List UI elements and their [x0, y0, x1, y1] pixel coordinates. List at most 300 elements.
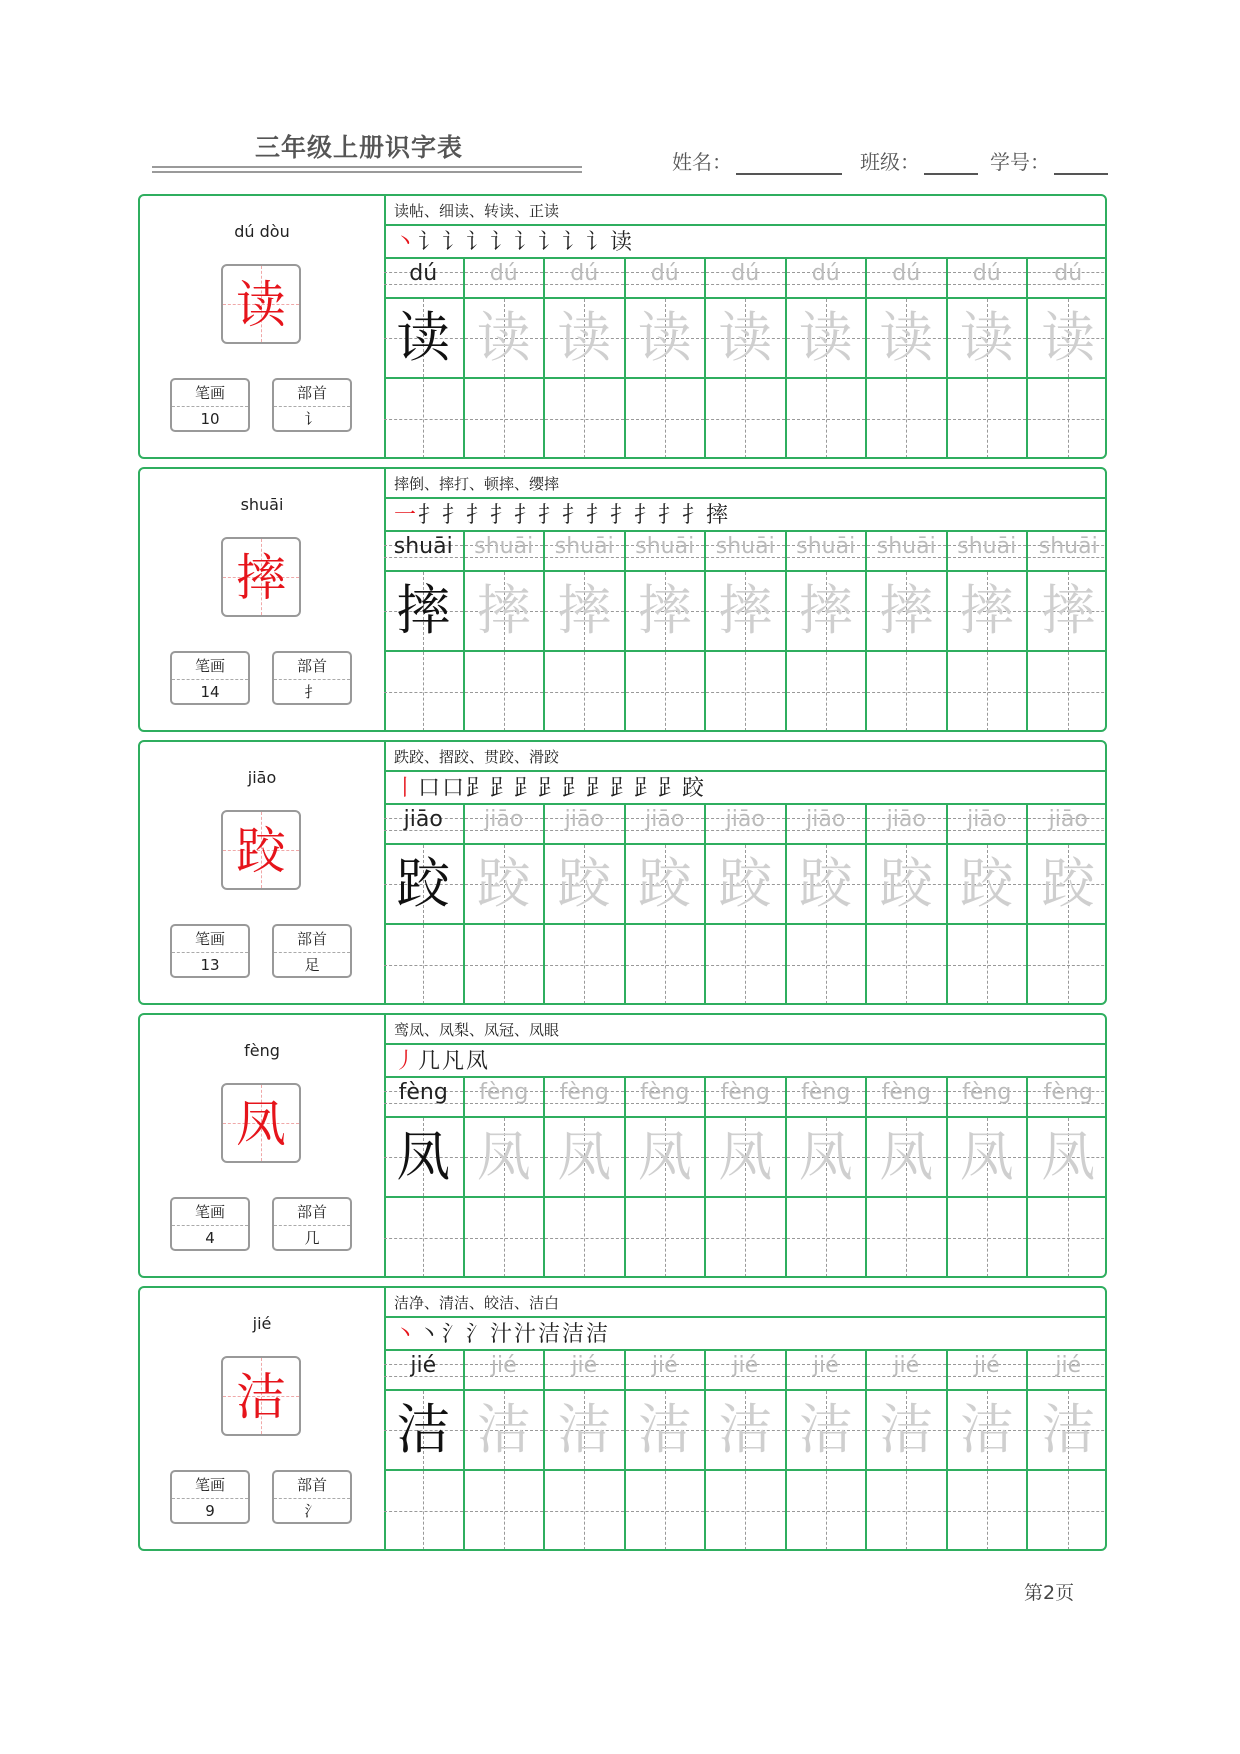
- pinyin-practice-cell[interactable]: [465, 259, 546, 299]
- example-words: 读帖、细读、转读、正读: [384, 196, 1105, 226]
- pinyin-trace: fèng: [479, 1080, 529, 1105]
- entry-info-column: [140, 1015, 386, 1276]
- character-trace: 摔: [1041, 579, 1096, 642]
- character-practice-cell[interactable]: [545, 572, 626, 652]
- stroke-count-value: 10: [200, 410, 220, 428]
- character-trace: 摔: [959, 579, 1014, 642]
- blank-practice-cell[interactable]: [545, 379, 626, 458]
- character-practice-cell[interactable]: [787, 1391, 868, 1471]
- radical-box: [272, 651, 352, 705]
- pinyin-practice-cell[interactable]: [465, 1078, 546, 1118]
- blank-practice-cell[interactable]: [787, 1471, 868, 1550]
- radical-box: [272, 1470, 352, 1524]
- stroke-order-first: 丨: [394, 776, 419, 801]
- pinyin-practice-cell[interactable]: [948, 1078, 1029, 1118]
- pinyin-trace: dú: [409, 261, 438, 286]
- stroke-count-label: 笔画: [172, 1199, 248, 1226]
- entry-pinyin: shuāi: [240, 495, 284, 514]
- character-practice-cell[interactable]: [706, 572, 787, 652]
- pinyin-trace: jiāo: [1048, 807, 1088, 832]
- blank-practice-cell[interactable]: [706, 1198, 787, 1277]
- character-trace: 读: [1041, 306, 1096, 369]
- stroke-order: [384, 1045, 1105, 1078]
- pinyin-practice-cell[interactable]: [867, 805, 948, 845]
- pinyin-practice-cell[interactable]: [1028, 1078, 1107, 1118]
- example-words: 洁净、清洁、皎洁、洁白: [384, 1288, 1105, 1318]
- blank-practice-cell[interactable]: [465, 652, 546, 731]
- blank-practice-cell[interactable]: [626, 652, 707, 731]
- pinyin-trace: fèng: [1043, 1080, 1093, 1105]
- pinyin-trace: shuāi: [474, 534, 534, 559]
- pinyin-practice-cell[interactable]: [626, 1351, 707, 1391]
- pinyin-trace: fèng: [640, 1080, 690, 1105]
- student-id-blank[interactable]: [1054, 153, 1108, 175]
- pinyin-practice-cell[interactable]: [465, 532, 546, 572]
- stroke-count-value: 4: [205, 1229, 215, 1247]
- character-practice-cell[interactable]: [384, 572, 465, 652]
- entry-character: 读: [236, 276, 286, 334]
- pinyin-practice-cell[interactable]: [1028, 805, 1107, 845]
- blank-practice-cell[interactable]: [706, 925, 787, 1004]
- pinyin-practice-cell[interactable]: [787, 532, 868, 572]
- character-trace: 跤: [396, 852, 451, 915]
- blank-practice-cell[interactable]: [545, 652, 626, 731]
- blank-practice-cell[interactable]: [1028, 925, 1107, 1004]
- pinyin-practice-cell[interactable]: [465, 1351, 546, 1391]
- character-trace: 凤: [718, 1125, 773, 1188]
- character-trace: 洁: [476, 1398, 531, 1461]
- stroke-order-first: 丶: [394, 1322, 419, 1347]
- character-practice-cell[interactable]: [948, 572, 1029, 652]
- blank-practice-cell[interactable]: [787, 1198, 868, 1277]
- page-number: 第2页: [1024, 1582, 1075, 1604]
- character-practice-cell[interactable]: [384, 1391, 465, 1471]
- character-practice-cell[interactable]: [545, 845, 626, 925]
- pinyin-practice-cell[interactable]: [948, 1351, 1029, 1391]
- blank-practice-cell[interactable]: [626, 379, 707, 458]
- pinyin-trace: jié: [1055, 1353, 1082, 1378]
- pinyin-practice-cell[interactable]: [545, 805, 626, 845]
- character-practice-cell[interactable]: [545, 299, 626, 379]
- character-practice-cell[interactable]: [867, 1391, 948, 1471]
- entry-card: [138, 1286, 1107, 1551]
- pinyin-trace: jié: [732, 1353, 759, 1378]
- entry-character-box: [221, 1356, 301, 1436]
- radical-label: 部首: [274, 1199, 350, 1226]
- practice-grid: [384, 532, 1105, 730]
- pinyin-trace: jiāo: [564, 807, 604, 832]
- character-practice-cell[interactable]: [465, 845, 546, 925]
- page-title: 三年级上册识字表: [255, 133, 464, 162]
- entry-practice-column: [384, 1015, 1105, 1276]
- entry-practice-column: [384, 196, 1105, 457]
- character-practice-cell[interactable]: [706, 299, 787, 379]
- stroke-count-value: 14: [200, 683, 220, 701]
- pinyin-trace: jié: [490, 1353, 517, 1378]
- pinyin-trace: jié: [571, 1353, 598, 1378]
- pinyin-trace: shuāi: [393, 534, 453, 559]
- blank-practice-cell[interactable]: [545, 1198, 626, 1277]
- character-trace: 读: [476, 306, 531, 369]
- pinyin-trace: jié: [973, 1353, 1000, 1378]
- pinyin-trace: dú: [892, 261, 921, 286]
- blank-practice-cell[interactable]: [384, 379, 465, 458]
- character-practice-cell[interactable]: [545, 1118, 626, 1198]
- pinyin-trace: jiāo: [967, 807, 1007, 832]
- pinyin-practice-cell[interactable]: [706, 259, 787, 299]
- entry-info-column: [140, 469, 386, 730]
- stroke-order: [384, 1318, 1105, 1351]
- character-trace: 洁: [718, 1398, 773, 1461]
- class-field[interactable]: [860, 146, 978, 175]
- pinyin-trace: jiāo: [403, 807, 443, 832]
- stroke-order: [384, 499, 1105, 532]
- entry-pinyin: jié: [252, 1314, 272, 1333]
- blank-practice-cell[interactable]: [384, 652, 465, 731]
- pinyin-practice-cell[interactable]: [465, 805, 546, 845]
- pinyin-practice-cell[interactable]: [626, 1078, 707, 1118]
- practice-grid: [384, 259, 1105, 457]
- character-trace: 摔: [396, 579, 451, 642]
- character-practice-cell[interactable]: [626, 845, 707, 925]
- entry-pinyin: fèng: [244, 1041, 280, 1060]
- pinyin-trace: jiāo: [484, 807, 524, 832]
- class-label: 班级：: [860, 150, 920, 174]
- stroke-count-box: [170, 1470, 250, 1524]
- pinyin-trace: fèng: [398, 1080, 448, 1105]
- stroke-count-value: 9: [205, 1502, 215, 1520]
- entry-card: [138, 1013, 1107, 1278]
- blank-practice-cell[interactable]: [867, 652, 948, 731]
- pinyin-practice-cell[interactable]: [1028, 1351, 1107, 1391]
- character-practice-cell[interactable]: [706, 1391, 787, 1471]
- character-trace: 摔: [637, 579, 692, 642]
- character-trace: 洁: [959, 1398, 1014, 1461]
- blank-practice-cell[interactable]: [787, 652, 868, 731]
- stroke-order-first: 丿: [394, 1049, 419, 1074]
- entry-character: 凤: [236, 1095, 286, 1153]
- character-practice-cell[interactable]: [465, 572, 546, 652]
- character-trace: 读: [959, 306, 1014, 369]
- pinyin-practice-cell[interactable]: [787, 805, 868, 845]
- stroke-order: [384, 226, 1105, 259]
- blank-practice-cell[interactable]: [948, 379, 1029, 458]
- character-trace: 读: [637, 306, 692, 369]
- pinyin-practice-cell[interactable]: [545, 1351, 626, 1391]
- pinyin-trace: jié: [812, 1353, 839, 1378]
- practice-grid: [384, 1351, 1105, 1549]
- character-practice-cell[interactable]: [1028, 299, 1107, 379]
- pinyin-trace: dú: [570, 261, 599, 286]
- pinyin-trace: dú: [489, 261, 518, 286]
- pinyin-practice-cell[interactable]: [1028, 532, 1107, 572]
- pinyin-practice-cell[interactable]: [867, 1078, 948, 1118]
- character-trace: 凤: [637, 1125, 692, 1188]
- character-practice-cell[interactable]: [787, 1118, 868, 1198]
- character-practice-cell[interactable]: [867, 845, 948, 925]
- entry-practice-column: [384, 1288, 1105, 1549]
- character-practice-cell[interactable]: [948, 299, 1029, 379]
- entry-practice-column: [384, 742, 1105, 1003]
- blank-practice-cell[interactable]: [1028, 652, 1107, 731]
- pinyin-practice-cell[interactable]: [867, 1351, 948, 1391]
- entry-practice-column: [384, 469, 1105, 730]
- pinyin-practice-cell[interactable]: [384, 259, 465, 299]
- pinyin-practice-cell[interactable]: [706, 805, 787, 845]
- radical-box: [272, 378, 352, 432]
- character-trace: 读: [879, 306, 934, 369]
- character-trace: 摔: [476, 579, 531, 642]
- pinyin-trace: fèng: [801, 1080, 851, 1105]
- pinyin-trace: jiāo: [806, 807, 846, 832]
- character-trace: 凤: [798, 1125, 853, 1188]
- blank-practice-cell[interactable]: [384, 1198, 465, 1277]
- entry-card: [138, 467, 1107, 732]
- pinyin-trace: shuāi: [876, 534, 936, 559]
- example-words: 摔倒、摔打、顿摔、缨摔: [384, 469, 1105, 499]
- radical-value: 几: [304, 1229, 320, 1247]
- stroke-order-rest: 几凡凤: [418, 1049, 491, 1074]
- pinyin-trace: dú: [1054, 261, 1083, 286]
- radical-label: 部首: [274, 653, 350, 680]
- character-trace: 洁: [798, 1398, 853, 1461]
- title-underline-second: [152, 171, 582, 173]
- blank-practice-cell[interactable]: [545, 1471, 626, 1550]
- blank-practice-cell[interactable]: [384, 925, 465, 1004]
- stroke-order: [384, 772, 1105, 805]
- character-trace: 跤: [718, 852, 773, 915]
- entry-info-column: [140, 1288, 386, 1549]
- character-practice-cell[interactable]: [787, 299, 868, 379]
- stroke-count-label: 笔画: [172, 653, 248, 680]
- student-id-label: 学号：: [990, 150, 1050, 174]
- pinyin-practice-cell[interactable]: [948, 532, 1029, 572]
- character-trace: 凤: [879, 1125, 934, 1188]
- character-practice-cell[interactable]: [706, 845, 787, 925]
- pinyin-practice-cell[interactable]: [867, 259, 948, 299]
- pinyin-trace: jiāo: [886, 807, 926, 832]
- blank-practice-cell[interactable]: [948, 1471, 1029, 1550]
- character-trace: 凤: [1041, 1125, 1096, 1188]
- blank-practice-cell[interactable]: [867, 379, 948, 458]
- pinyin-practice-cell[interactable]: [384, 1351, 465, 1391]
- radical-label: 部首: [274, 926, 350, 953]
- blank-practice-cell[interactable]: [465, 379, 546, 458]
- character-practice-cell[interactable]: [948, 845, 1029, 925]
- stroke-count-box: [170, 1197, 250, 1251]
- pinyin-practice-cell[interactable]: [787, 1078, 868, 1118]
- stroke-order-rest: 扌扌扌扌扌扌扌扌扌扌扌扌摔: [418, 503, 731, 528]
- blank-practice-cell[interactable]: [867, 1198, 948, 1277]
- pinyin-practice-cell[interactable]: [867, 532, 948, 572]
- character-practice-cell[interactable]: [706, 1118, 787, 1198]
- character-practice-cell[interactable]: [1028, 1118, 1107, 1198]
- stroke-count-label: 笔画: [172, 1472, 248, 1499]
- character-trace: 洁: [557, 1398, 612, 1461]
- character-trace: 跤: [557, 852, 612, 915]
- blank-practice-cell[interactable]: [626, 1198, 707, 1277]
- character-practice-cell[interactable]: [867, 572, 948, 652]
- pinyin-practice-cell[interactable]: [948, 805, 1029, 845]
- entry-character: 摔: [236, 549, 286, 607]
- pinyin-practice-cell[interactable]: [787, 1351, 868, 1391]
- blank-practice-cell[interactable]: [545, 925, 626, 1004]
- entry-card: [138, 194, 1107, 459]
- pinyin-trace: fèng: [559, 1080, 609, 1105]
- pinyin-trace: fèng: [962, 1080, 1012, 1105]
- character-practice-cell[interactable]: [787, 572, 868, 652]
- example-words: 跌跤、摺跤、贯跤、滑跤: [384, 742, 1105, 772]
- character-trace: 读: [798, 306, 853, 369]
- character-trace: 洁: [879, 1398, 934, 1461]
- character-trace: 摔: [879, 579, 934, 642]
- stroke-count-label: 笔画: [172, 926, 248, 953]
- title-underline: [152, 166, 582, 168]
- radical-box: [272, 924, 352, 978]
- pinyin-trace: dú: [650, 261, 679, 286]
- pinyin-trace: jié: [410, 1353, 437, 1378]
- character-trace: 洁: [637, 1398, 692, 1461]
- stroke-count-value: 13: [200, 956, 220, 974]
- character-trace: 读: [396, 306, 451, 369]
- blank-practice-cell[interactable]: [1028, 1471, 1107, 1550]
- pinyin-practice-cell[interactable]: [706, 532, 787, 572]
- blank-practice-cell[interactable]: [706, 1471, 787, 1550]
- pinyin-practice-cell[interactable]: [384, 1078, 465, 1118]
- pinyin-practice-cell[interactable]: [545, 532, 626, 572]
- blank-practice-cell[interactable]: [384, 1471, 465, 1550]
- character-trace: 跤: [1041, 852, 1096, 915]
- name-label: 姓名：: [672, 150, 732, 174]
- blank-practice-cell[interactable]: [465, 925, 546, 1004]
- blank-practice-cell[interactable]: [948, 652, 1029, 731]
- character-practice-cell[interactable]: [626, 299, 707, 379]
- blank-practice-cell[interactable]: [948, 1198, 1029, 1277]
- blank-practice-cell[interactable]: [465, 1198, 546, 1277]
- entry-info-column: [140, 196, 386, 457]
- character-trace: 凤: [959, 1125, 1014, 1188]
- character-practice-cell[interactable]: [948, 1118, 1029, 1198]
- stroke-order-first: 一: [394, 503, 419, 528]
- character-practice-cell[interactable]: [1028, 572, 1107, 652]
- character-trace: 跤: [637, 852, 692, 915]
- character-trace: 洁: [396, 1398, 451, 1461]
- character-trace: 读: [718, 306, 773, 369]
- blank-practice-cell[interactable]: [706, 652, 787, 731]
- character-practice-cell[interactable]: [545, 1391, 626, 1471]
- entry-character-box: [221, 537, 301, 617]
- blank-practice-cell[interactable]: [867, 1471, 948, 1550]
- pinyin-practice-cell[interactable]: [787, 259, 868, 299]
- pinyin-trace: shuāi: [1038, 534, 1098, 559]
- character-practice-cell[interactable]: [384, 1118, 465, 1198]
- pinyin-practice-cell[interactable]: [948, 259, 1029, 299]
- pinyin-trace: shuāi: [796, 534, 856, 559]
- character-practice-cell[interactable]: [787, 845, 868, 925]
- name-field[interactable]: [672, 146, 842, 175]
- pinyin-trace: jiāo: [725, 807, 765, 832]
- blank-practice-cell[interactable]: [948, 925, 1029, 1004]
- pinyin-trace: jié: [893, 1353, 920, 1378]
- character-trace: 凤: [557, 1125, 612, 1188]
- pinyin-trace: dú: [972, 261, 1001, 286]
- character-trace: 凤: [396, 1125, 451, 1188]
- character-practice-cell[interactable]: [626, 1391, 707, 1471]
- pinyin-trace: shuāi: [715, 534, 775, 559]
- blank-practice-cell[interactable]: [706, 379, 787, 458]
- name-blank[interactable]: [736, 153, 842, 175]
- character-trace: 跤: [798, 852, 853, 915]
- blank-practice-cell[interactable]: [1028, 1198, 1107, 1277]
- blank-practice-cell[interactable]: [867, 925, 948, 1004]
- entry-pinyin: dú dòu: [234, 222, 290, 241]
- character-practice-cell[interactable]: [626, 572, 707, 652]
- character-trace: 摔: [798, 579, 853, 642]
- character-trace: 跤: [959, 852, 1014, 915]
- pinyin-trace: jiāo: [645, 807, 685, 832]
- blank-practice-cell[interactable]: [626, 925, 707, 1004]
- stroke-count-box: [170, 651, 250, 705]
- entry-character-box: [221, 264, 301, 344]
- pinyin-practice-cell[interactable]: [545, 259, 626, 299]
- blank-practice-cell[interactable]: [626, 1471, 707, 1550]
- character-practice-cell[interactable]: [867, 299, 948, 379]
- pinyin-practice-cell[interactable]: [706, 1351, 787, 1391]
- pinyin-practice-cell[interactable]: [384, 532, 465, 572]
- character-practice-cell[interactable]: [626, 1118, 707, 1198]
- pinyin-trace: jié: [651, 1353, 678, 1378]
- pinyin-trace: shuāi: [635, 534, 695, 559]
- stroke-order-rest: 讠讠讠讠讠讠讠讠读: [418, 230, 635, 255]
- practice-grid: [384, 1078, 1105, 1276]
- pinyin-trace: fèng: [881, 1080, 931, 1105]
- blank-practice-cell[interactable]: [787, 379, 868, 458]
- pinyin-practice-cell[interactable]: [626, 532, 707, 572]
- pinyin-practice-cell[interactable]: [626, 805, 707, 845]
- character-trace: 读: [557, 306, 612, 369]
- pinyin-trace: shuāi: [957, 534, 1017, 559]
- character-practice-cell[interactable]: [948, 1391, 1029, 1471]
- radical-label: 部首: [274, 380, 350, 407]
- character-practice-cell[interactable]: [1028, 1391, 1107, 1471]
- entry-card: [138, 740, 1107, 1005]
- radical-value: 扌: [304, 683, 320, 701]
- entry-pinyin: jiāo: [247, 768, 277, 787]
- pinyin-practice-cell[interactable]: [626, 259, 707, 299]
- pinyin-practice-cell[interactable]: [1028, 259, 1107, 299]
- character-practice-cell[interactable]: [384, 299, 465, 379]
- character-practice-cell[interactable]: [1028, 845, 1107, 925]
- pinyin-practice-cell[interactable]: [545, 1078, 626, 1118]
- blank-practice-cell[interactable]: [465, 1471, 546, 1550]
- radical-value: 氵: [304, 1502, 320, 1520]
- pinyin-practice-cell[interactable]: [706, 1078, 787, 1118]
- character-practice-cell[interactable]: [465, 1118, 546, 1198]
- character-practice-cell[interactable]: [465, 1391, 546, 1471]
- character-practice-cell[interactable]: [867, 1118, 948, 1198]
- blank-practice-cell[interactable]: [1028, 379, 1107, 458]
- stroke-count-label: 笔画: [172, 380, 248, 407]
- character-practice-cell[interactable]: [384, 845, 465, 925]
- stroke-order-rest: 丶氵氵汁汁洁洁洁: [418, 1322, 611, 1347]
- class-blank[interactable]: [924, 153, 978, 175]
- pinyin-practice-cell[interactable]: [384, 805, 465, 845]
- blank-practice-cell[interactable]: [787, 925, 868, 1004]
- entry-character-box: [221, 1083, 301, 1163]
- character-practice-cell[interactable]: [465, 299, 546, 379]
- student-id-field[interactable]: [990, 146, 1108, 175]
- entry-character-box: [221, 810, 301, 890]
